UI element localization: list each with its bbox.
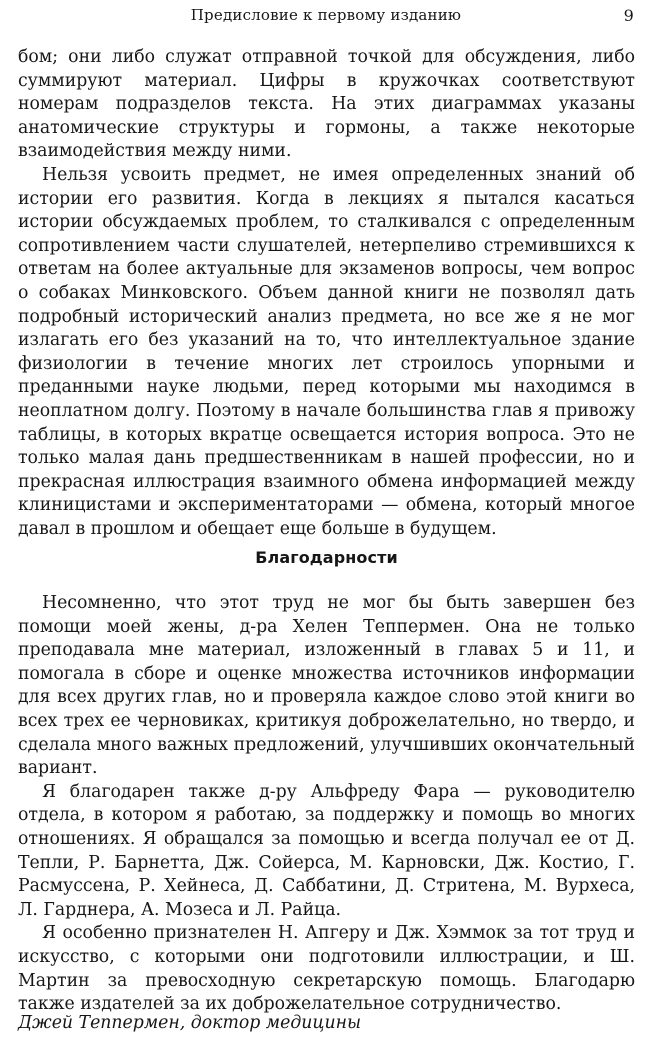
acknowledgements-heading: Благодарности: [255, 548, 398, 567]
acknowledgements-text: [18, 592, 635, 1017]
preface-paragraph: Нельзя усвоить предмет, не имея определенных знаний об истории его развития. Когда в лекциях я пытался касаться истории обсуждаемых проблем, то сталкивался с определенным сопротивлением части слушателей, нетерпеливо стремившихся к ответам на более актуальные для экзаменов вопросы, чем вопрос о собаках Минковского. Объем данной книги не позволял дать подробный исторический анализ предмета, но все же я не мог излагать его без указаний на то, что интеллектуальное здание физиологии в течение многих лет строилось упорными и преданными науке людьми, перед которыми мы находимся в неоплатном долгу. Поэтому в начале большинства глав я привожу таблицы, в которых вкратце освещается история вопроса. Это не только малая дань предшественникам в нашей профессии, но и прекрасная иллюстрация взаимного обмена информацией между клиницистами и экспериментаторами — обмена, который многое давал в прошлом и обещает еще больше в будущем.: [18, 164, 635, 539]
acknowledgements-paragraph: Несомненно, что этот труд не мог бы быть завершен без помощи моей жены, д-ра Хелен Теппермен. Она не только преподавала мне материал, изложенный в главах 5 и 11, и помогала в сборе и оценке множества источников информации для всех других глав, но и проверяла каждое слово этой книги во всех трех ее черновиках, критикуя доброжелательно, но твердо, и сделала много важных предложений, улучшивших окончательный вариант.: [18, 593, 635, 779]
preface-paragraph: бом; они либо служат отправной точкой для обсуждения, либо суммируют материал. Цифры в кружочках соответствуют номерам подразделов текста. На этих диаграммах указаны анатомические структуры и гормоны, а также некоторые взаимодействия между ними.: [18, 47, 635, 162]
page-number: 9: [623, 6, 634, 25]
running-title: Предисловие к первому изданию: [190, 6, 462, 24]
preface-text: [18, 46, 635, 541]
acknowledgements-paragraph: Я особенно признателен Н. Апгеру и Дж. Хэммок за тот труд и искусство, с которыми они подготовили иллюстрации, и Ш. Мартин за превосходную секретарскую помощь. Благодарю также издателей за их доброжелательное сотрудничество.: [18, 923, 635, 1015]
author-signature: Джей Теппермен, доктор медицины: [18, 1013, 362, 1033]
running-head: [18, 6, 634, 30]
acknowledgements-paragraph: Я благодарен также д-ру Альфреду Фара — руководителю отдела, в котором я работаю, за поддержку и помощь во многих отношениях. Я обращался за помощью и всегда получал ее от Д. Тепли, Р. Барнетта, Дж. Сойерса, М. Карновски, Дж. Костио, Г. Расмуссена, Р. Хейнеса, Д. Саббатини, Д. Стритена, М. Вурхеса, Л. Гарднера, А. Мозеса и Л. Райца.: [18, 781, 635, 920]
